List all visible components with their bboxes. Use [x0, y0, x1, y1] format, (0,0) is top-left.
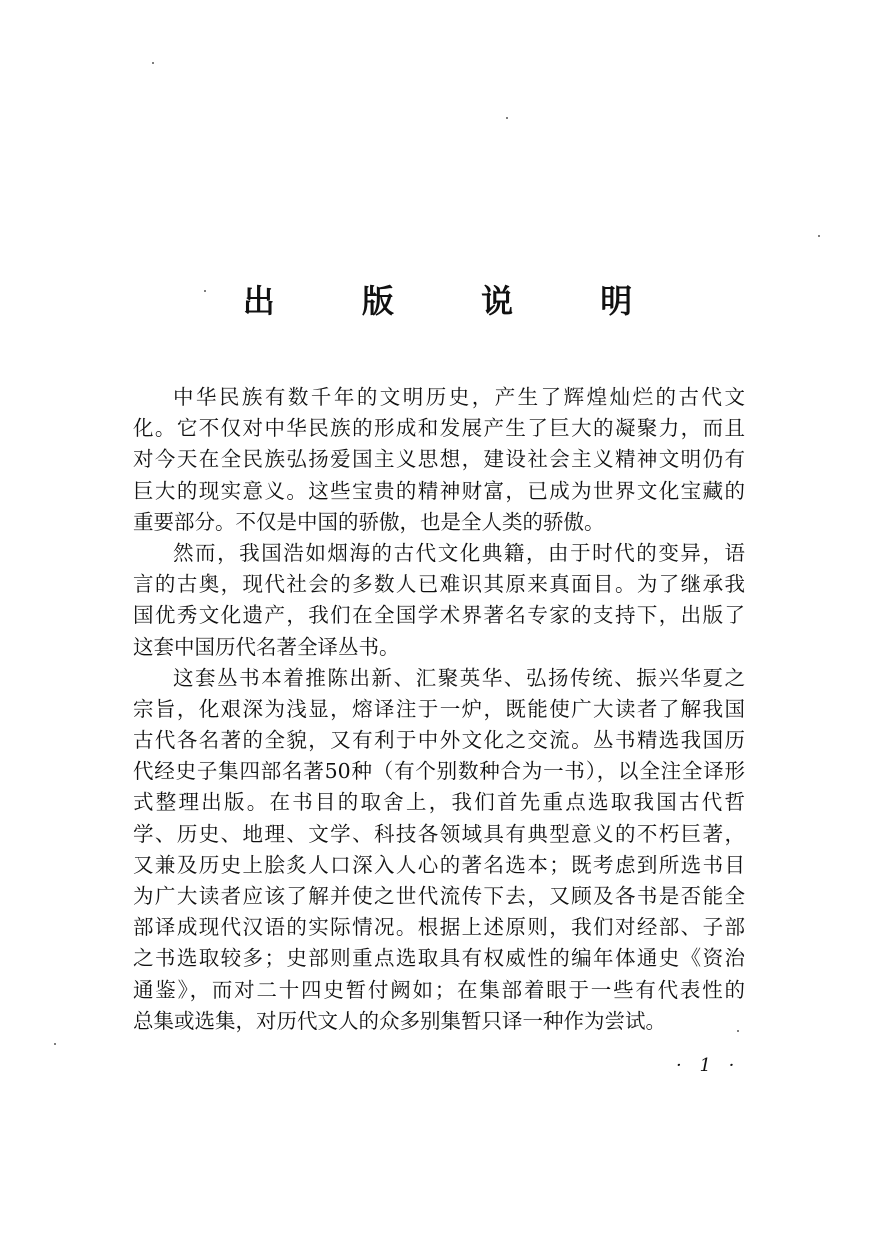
scan-speck — [506, 117, 508, 119]
text-line: 然而，我国浩如烟海的古代文化典籍，由于时代的变异，语 — [173, 540, 745, 565]
scan-speck — [737, 1030, 739, 1032]
page-number: · 1 · — [676, 1055, 741, 1076]
scan-speck — [818, 235, 820, 237]
paragraph-2 — [133, 538, 745, 663]
scan-speck — [54, 1043, 56, 1045]
text-line: 通鉴》，而对二十四史暂付阙如；在集部着眼于一些有代表性的 — [133, 977, 745, 1002]
scan-speck — [152, 62, 154, 64]
text-line: 化。它不仅对中华民族的形成和发展产生了巨大的凝聚力，而且 — [133, 416, 745, 441]
text-line: 又兼及历史上脍炙人口深入人心的著名选本；既考虑到所选书目 — [133, 852, 745, 877]
text-line: 巨大的现实意义。这些宝贵的精神财富，已成为世界文化宝藏的 — [133, 478, 745, 503]
text-line: 之书选取较多；史部则重点选取具有权威性的编年体通史《资治 — [133, 946, 745, 971]
text-line: 国优秀文化遗产，我们在全国学术界著名专家的支持下，出版了 — [133, 603, 745, 628]
body-text — [133, 382, 745, 1037]
text-line: 这套丛书本着推陈出新、汇聚英华、弘扬传统、振兴华夏之 — [173, 665, 745, 690]
text-line: 部译成现代汉语的实际情况。根据上述原则，我们对经部、子部 — [133, 915, 745, 940]
scan-speck — [204, 290, 206, 292]
text-line: 言的古奥，现代社会的多数人已难识其原来真面目。为了继承我 — [133, 572, 745, 597]
page-title: 出 版 说 明 — [242, 282, 671, 320]
paragraph-1 — [133, 382, 745, 538]
text-line: 这套中国历代名著全译丛书。 — [133, 634, 400, 659]
text-line: 总集或选集，对历代文人的众多别集暂只译一种作为尝试。 — [133, 1008, 666, 1033]
text-line: 宗旨，化艰深为浅显，熔译注于一炉，既能使广大读者了解我国 — [133, 696, 745, 721]
paragraph-3 — [133, 663, 745, 1037]
text-line: 古代各名著的全貌，又有利于中外文化之交流。丛书精选我国历 — [133, 728, 745, 753]
text-line: 重要部分。不仅是中国的骄傲，也是全人类的骄傲。 — [133, 509, 605, 534]
text-line: 代经史子集四部名著50种（有个别数种合为一书），以全注全译形 — [133, 759, 745, 784]
text-line: 学、历史、地理、文学、科技各领域具有典型意义的不朽巨著， — [133, 821, 745, 846]
text-line: 式整理出版。在书目的取舍上，我们首先重点选取我国古代哲 — [133, 790, 745, 815]
text-line: 为广大读者应该了解并使之世代流传下去，又顾及各书是否能全 — [133, 884, 745, 908]
text-line: 对今天在全民族弘扬爱国主义思想，建设社会主义精神文明仍有 — [133, 447, 745, 472]
text-line: 中华民族有数千年的文明历史，产生了辉煌灿烂的古代文 — [173, 385, 745, 409]
